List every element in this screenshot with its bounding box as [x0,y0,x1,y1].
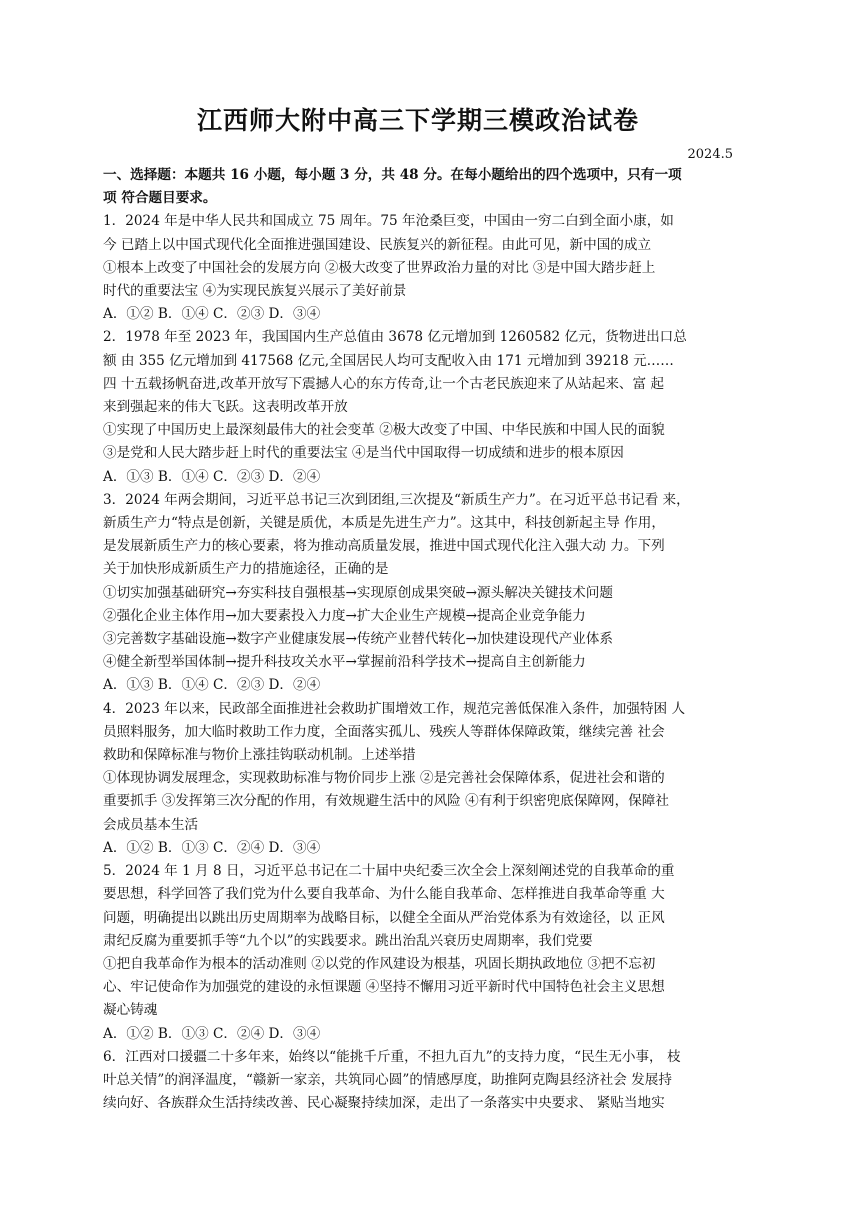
answer-options: A．①② B．①③ C．②④ D．③④ [103,839,321,856]
question-5 [103,860,733,1046]
question-1 [103,210,733,326]
question-line: 时代的重要法宝 ④为实现民族复兴展示了美好前景 [103,283,407,300]
exam-page [103,104,733,1115]
question-line: 来到强起来的伟大飞跃。这表明改革开放 [103,399,348,416]
question-line: 1．2024 年是中华人民共和国成立 75 周年。75 年沧桑巨变，中国由一穷二白到全面小康，如 [103,213,674,230]
question-line: 重要抓手 ③发挥第三次分配的作用，有效规避生活中的风险 ④有利于织密兜底保障网，保障社 [103,793,669,810]
question-line: 肃纪反腐为重要抓手等“九个以”的实践要求。跳出治乱兴衰历史周期率，我们党要 [103,932,593,949]
exam-title: 江西师大附中高三下学期三模政治试卷 [196,106,639,135]
question-line: 四 十五载扬帆奋进,改革开放写下震撼人心的东方传奇,让一个古老民族迎来了从站起来、富 起 [103,375,665,392]
question-line: ②强化企业主体作用→加大要素投入力度→扩大企业生产规模→提高企业竞争能力 [103,607,586,624]
question-line: ①体现协调发展理念，实现救助标准与物价同步上涨 ②是完善社会保障体系，促进社会和谐的 [103,770,665,787]
question-line: 关于加快形成新质生产力的措施途径，正确的是 [103,561,389,578]
question-line: 叶总关情”的润泽温度，“赣新一家亲，共筑同心圆”的情感厚度，助推阿克陶县经济社会 发展持 [103,1071,672,1088]
question-line: 凝心铸魂 [103,1002,158,1019]
question-line: 是发展新质生产力的核心要素，将为推动高质量发展，推进中国式现代化注入强大动 力。下列 [103,538,665,555]
question-4 [103,698,733,860]
question-line: ③完善数字基础设施→数字产业健康发展→传统产业替代转化→加快建设现代产业体系 [103,631,613,648]
question-line: ①把自我革命作为根本的活动准则 ②以党的作风建设为根基，巩固长期执政地位 ③把不忘初 [103,955,656,972]
question-line: ①切实加强基础研究→夯实科技自强根基→实现原创成果突破→源头解决关键技术问题 [103,584,613,601]
question-line: ③是党和人民大踏步赶上时代的重要法宝 ④是当代中国取得一切成绩和进步的根本原因 [103,445,624,462]
answer-options: A．①③ B．①④ C．②③ D．②④ [103,468,321,485]
answer-options: A．①② B．①④ C．②③ D．③④ [103,306,321,323]
section-heading-line: 一、选择题：本题共 16 小题，每小题 3 分，共 48 分。在每小题给出的四个选项中，只有一项 [103,167,682,183]
question-2 [103,326,733,488]
question-6 [103,1046,733,1116]
answer-options: A．①③ B．①④ C．②③ D．②④ [103,677,321,694]
question-list [103,210,733,1115]
question-line: ①实现了中国历史上最深刻最伟大的社会变革 ②极大改变了中国、中华民族和中国人民的面貌 [103,422,665,439]
question-line: 会成员基本生活 [103,816,199,833]
question-line: 4．2023 年以来，民政部全面推进社会救助扩围增效工作，规范完善低保准入条件，加强特困 人 [103,700,686,717]
question-line: 6．江西对口援疆二十多年来，始终以“能挑千斤重，不担九百九”的支持力度，“民生无小事， 枝 [103,1048,681,1065]
question-line: 员照料服务，加大临时救助工作力度，全面落实孤儿、残疾人等群体保障政策，继续完善 社会 [103,723,665,740]
answer-options: A．①② B．①③ C．②④ D．③④ [103,1025,321,1042]
section-heading [103,164,733,210]
question-line: 问题，明确提出以跳出历史周期率为战略目标，以健全全面从严治党体系为有效途径，以 正风 [103,909,665,926]
question-line: 5．2024 年 1 月 8 日，习近平总书记在二十届中央纪委三次全会上深刻阐述党的自我革命的重 [103,863,675,880]
question-line: 续向好、各族群众生活持续改善、民心凝聚持续加深，走出了一条落实中央要求、 紧贴当地实 [103,1095,665,1112]
question-line: 额 由 355 亿元增加到 417568 亿元,全国居民人均可支配收入由 171 元增加到 39218 元…… [103,352,674,369]
question-line: 心、牢记使命作为加强党的建设的永恒课题 ④坚持不懈用习近平新时代中国特色社会主义思想 [103,979,665,996]
question-line: 新质生产力“特点是创新，关键是质优，本质是先进生产力”。这其中，科技创新起主导 作用， [103,515,665,532]
section-heading-line: 项 符合题目要求。 [103,190,217,207]
question-line: 要思想，科学回答了我们党为什么要自我革命、为什么能自我革命、怎样推进自我革命等重 大 [103,886,665,903]
question-line: ④健全新型举国体制→提升科技攻关水平→掌握前沿科学技术→提高自主创新能力 [103,654,586,671]
question-3 [103,489,733,698]
question-line: 今 已踏上以中国式现代化全面推进强国建设、民族复兴的新征程。由此可见，新中国的成立 [103,236,652,253]
exam-date: 2024.5 [687,147,733,162]
question-line: ①根本上改变了中国社会的发展方向 ②极大改变了世界政治力量的对比 ③是中国大踏步赶上 [103,259,656,276]
question-line: 救助和保障标准与物价上涨挂钩联动机制。上述举措 [103,747,416,764]
question-line: 3．2024 年两会期间，习近平总书记三次到团组,三次提及“新质生产力”。在习近平总书记看 来， [103,491,690,508]
question-line: 2．1978 年至 2023 年，我国国内生产总值由 3678 亿元增加到 1260582 亿元，货物进出口总 [103,329,687,346]
